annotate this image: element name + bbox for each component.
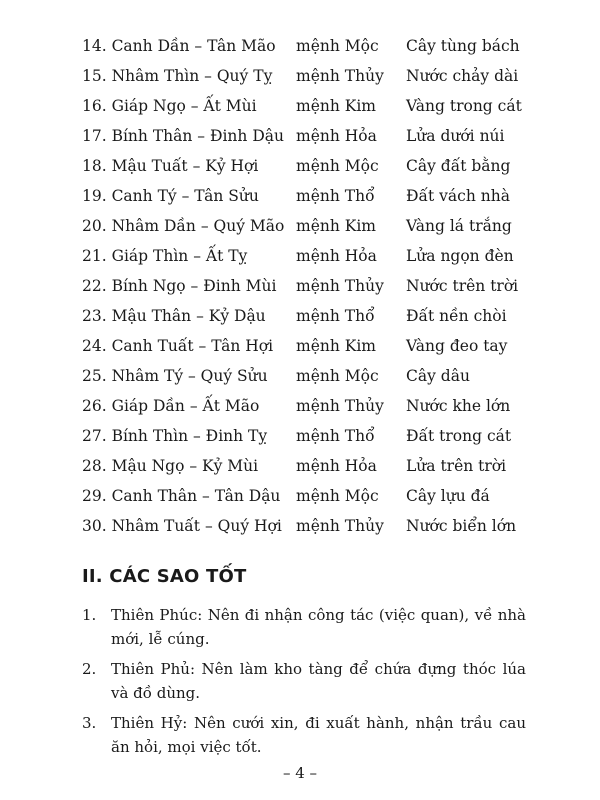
table-row	[82, 241, 532, 271]
menh-element: mệnh Thổ	[296, 187, 375, 205]
menh-element: mệnh Thủy	[296, 397, 384, 415]
year-pair-name: 30. Nhâm Tuất – Quý Hợi	[82, 517, 282, 535]
menh-meaning: Cây đất bằng	[406, 157, 511, 175]
menh-element: mệnh Mộc	[296, 37, 379, 55]
menh-table	[82, 31, 532, 541]
year-pair-name: 15. Nhâm Thìn – Quý Tỵ	[82, 67, 273, 85]
table-row	[82, 121, 532, 151]
year-pair-name: 18. Mậu Tuất – Kỷ Hợi	[82, 157, 259, 175]
menh-meaning: Lửa trên trời	[406, 457, 507, 475]
list-item-text: Thiên Phủ: Nên làm kho tàng để chứa đựng thóc lúa và đồ dùng.	[111, 660, 526, 702]
year-pair-name: 24. Canh Tuất – Tân Hợi	[82, 337, 274, 355]
table-row	[82, 271, 532, 301]
list-item-number: 3.	[82, 714, 97, 732]
year-pair-name: 26. Giáp Dần – Ất Mão	[82, 397, 260, 415]
menh-element: mệnh Thổ	[296, 427, 375, 445]
menh-element: mệnh Thủy	[296, 67, 384, 85]
year-pair-name: 17. Bính Thân – Đinh Dậu	[82, 127, 284, 145]
menh-meaning: Vàng trong cát	[406, 97, 522, 115]
menh-meaning: Vàng lá trắng	[406, 217, 512, 235]
menh-element: mệnh Hỏa	[296, 127, 377, 145]
menh-meaning: Nước trên trời	[406, 277, 519, 295]
menh-meaning: Cây dâu	[406, 367, 470, 385]
year-pair-name: 22. Bính Ngọ – Đinh Mùi	[82, 277, 277, 295]
table-row	[82, 481, 532, 511]
table-row	[82, 511, 532, 541]
menh-meaning: Đất nền chòi	[406, 307, 507, 325]
table-row	[82, 31, 532, 61]
menh-element: mệnh Thủy	[296, 517, 384, 535]
year-pair-name: 29. Canh Thân – Tân Dậu	[82, 487, 281, 505]
year-pair-name: 21. Giáp Thìn – Ất Tỵ	[82, 247, 248, 265]
menh-element: mệnh Mộc	[296, 157, 379, 175]
menh-element: mệnh Mộc	[296, 487, 379, 505]
table-row	[82, 61, 532, 91]
menh-meaning: Nước biển lớn	[406, 517, 517, 535]
list-item	[82, 711, 526, 759]
table-row	[82, 211, 532, 241]
good-stars-list	[82, 603, 526, 765]
table-row	[82, 451, 532, 481]
year-pair-name: 28. Mậu Ngọ – Kỷ Mùi	[82, 457, 259, 475]
table-row	[82, 301, 532, 331]
year-pair-name: 25. Nhâm Tý – Quý Sửu	[82, 367, 268, 385]
menh-meaning: Nước chảy dài	[406, 67, 519, 85]
year-pair-name: 19. Canh Tý – Tân Sửu	[82, 187, 259, 205]
menh-meaning: Vàng đeo tay	[406, 337, 508, 355]
menh-element: mệnh Kim	[296, 337, 376, 355]
list-item-text: Thiên Phúc: Nên đi nhận công tác (việc quan), về nhà mới, lễ cúng.	[111, 606, 526, 648]
menh-element: mệnh Hỏa	[296, 247, 377, 265]
year-pair-name: 23. Mậu Thân – Kỷ Dậu	[82, 307, 266, 325]
menh-meaning: Lửa dưới núi	[406, 127, 505, 145]
table-row	[82, 361, 532, 391]
menh-meaning: Lửa ngọn đèn	[406, 247, 514, 265]
menh-element: mệnh Thổ	[296, 307, 375, 325]
menh-element: mệnh Kim	[296, 97, 376, 115]
year-pair-name: 14. Canh Dần – Tân Mão	[82, 37, 276, 55]
year-pair-name: 16. Giáp Ngọ – Ất Mùi	[82, 97, 257, 115]
menh-element: mệnh Thủy	[296, 277, 384, 295]
menh-meaning: Nước khe lớn	[406, 397, 511, 415]
menh-meaning: Cây lựu đá	[406, 487, 490, 505]
menh-element: mệnh Hỏa	[296, 457, 377, 475]
table-row	[82, 421, 532, 451]
table-row	[82, 391, 532, 421]
menh-meaning: Đất trong cát	[406, 427, 512, 445]
menh-element: mệnh Mộc	[296, 367, 379, 385]
menh-element: mệnh Kim	[296, 217, 376, 235]
list-item-text: Thiên Hỷ: Nên cưới xin, đi xuất hành, nhận trầu cau ăn hỏi, mọi việc tốt.	[111, 714, 526, 756]
menh-meaning: Cây tùng bách	[406, 37, 520, 55]
table-row	[82, 331, 532, 361]
list-item-number: 2.	[82, 660, 97, 678]
year-pair-name: 27. Bính Thìn – Đinh Tỵ	[82, 427, 268, 445]
table-row	[82, 151, 532, 181]
menh-meaning: Đất vách nhà	[406, 187, 510, 205]
table-row	[82, 181, 532, 211]
list-item	[82, 657, 526, 705]
list-item	[82, 603, 526, 651]
page-number: – 4 –	[282, 764, 318, 782]
section-title: II. CÁC SAO TỐT	[82, 566, 247, 587]
list-item-number: 1.	[82, 606, 97, 624]
table-row	[82, 91, 532, 121]
year-pair-name: 20. Nhâm Dần – Quý Mão	[82, 217, 285, 235]
